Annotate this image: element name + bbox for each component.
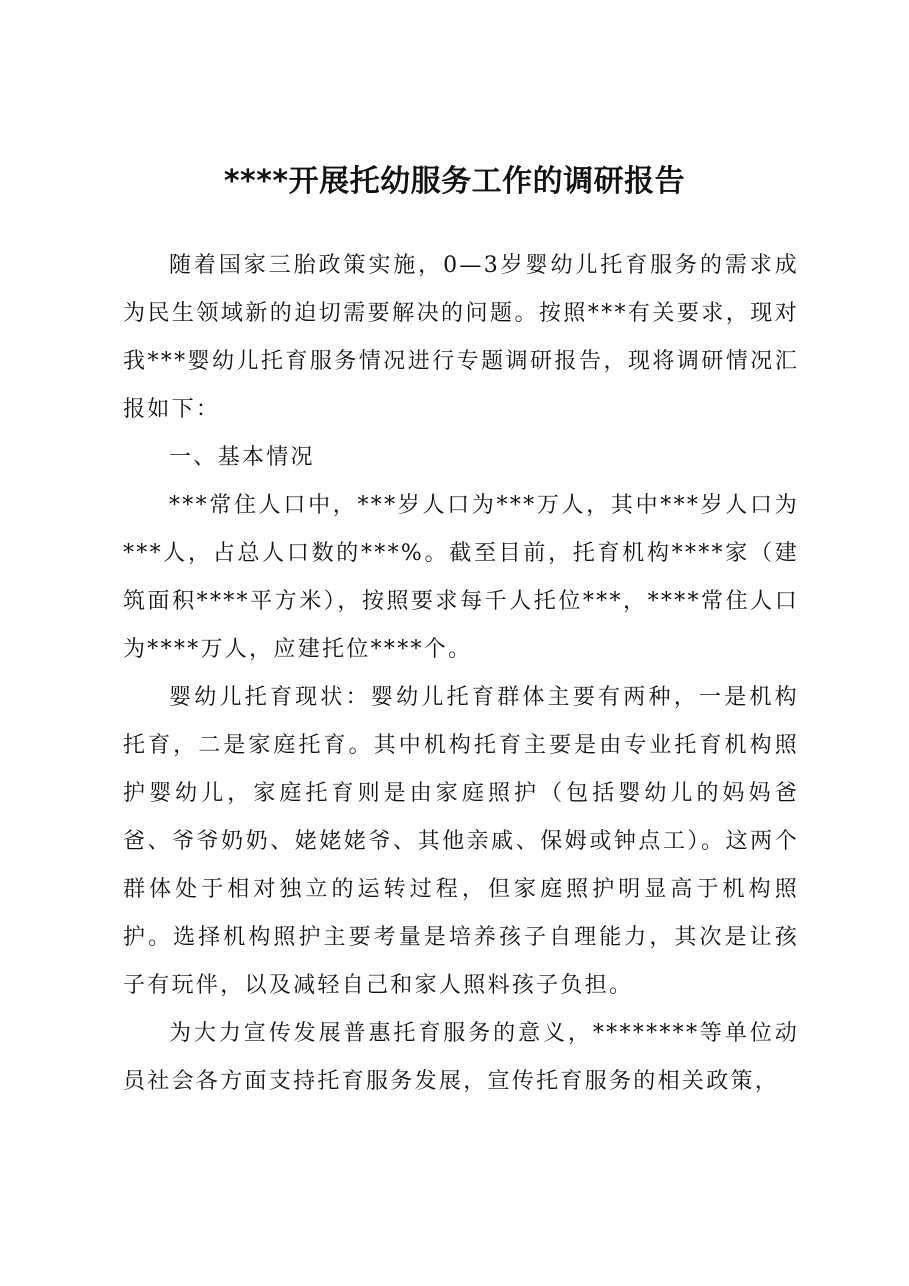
paragraph-promotion: 为大力宣传发展普惠托育服务的意义，********等单位动员社会各方面支持托育服务发展，宣传托育服务的相关政策， <box>123 1021 799 1094</box>
document-body <box>123 242 799 1106</box>
paragraph-intro: 随着国家三胎政策实施，0—3岁婴幼儿托育服务的需求成为民生领域新的迫切需要解决的问题。按照***有关要求，现对我***婴幼儿托育服务情况进行专题调研报告，现将调研情况汇报如下： <box>123 253 799 422</box>
section-heading-basic-situation: 一、基本情况 <box>169 445 315 470</box>
document-title: ****开展托幼服务工作的调研报告 <box>223 164 686 199</box>
paragraph-population: ***常住人口中，***岁人口为***万人，其中***岁人口为***人，占总人口数的***%。截至目前，托育机构****家（建筑面积****平方米），按照要求每千人托位***，****常住人口为****万人，应建托位****个。 <box>123 493 799 662</box>
paragraph-childcare-status: 婴幼儿托育现状：婴幼儿托育群体主要有两种，一是机构托育，二是家庭托育。其中机构托育主要是由专业托育机构照护婴幼儿，家庭托育则是由家庭照护（包括婴幼儿的妈妈爸爸、爷爷奶奶、姥姥姥爷、其他亲戚、保姆或钟点工）。这两个群体处于相对独立的运转过程，但家庭照护明显高于机构照护。选择机构照护主要考量是培养孩子自理能力，其次是让孩子有玩伴，以及减轻自己和家人照料孩子负担。 <box>123 685 799 998</box>
